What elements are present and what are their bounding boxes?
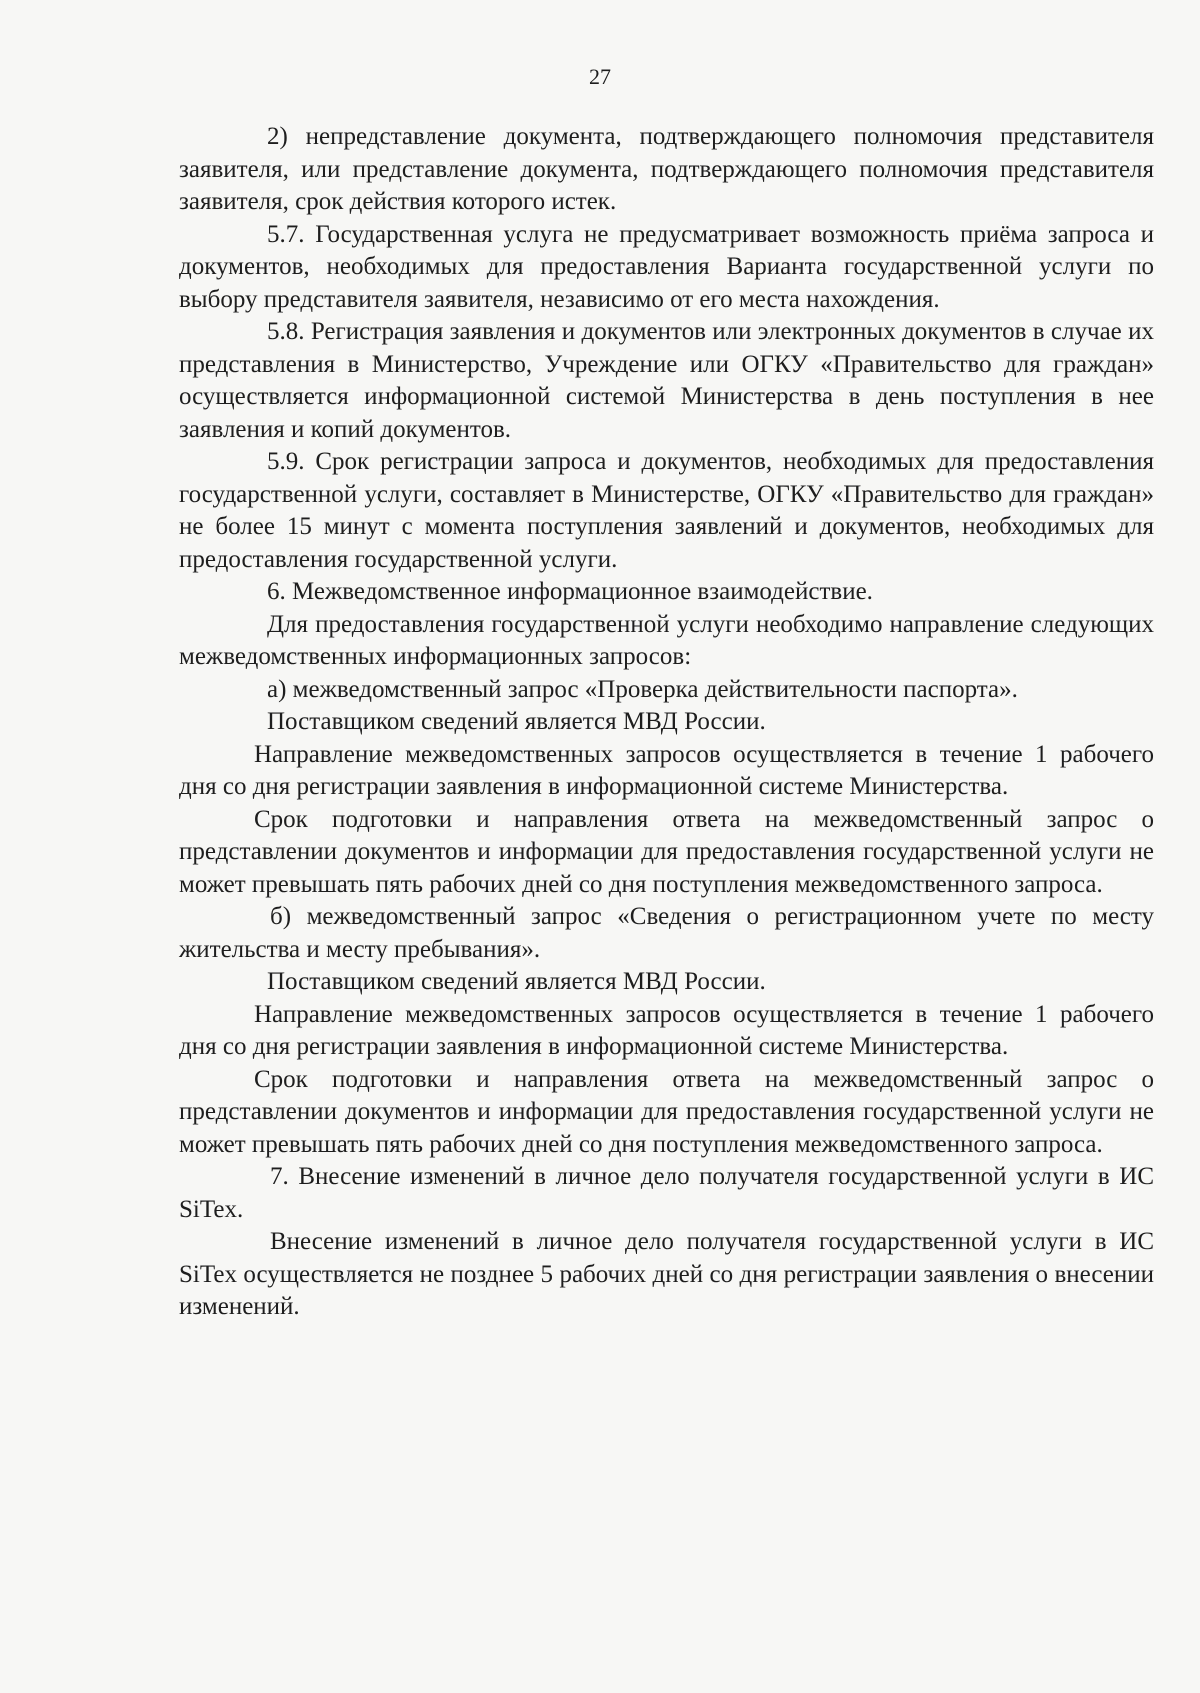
section-6-heading: 6. Межведомственное информационное взаимодействие. bbox=[267, 578, 873, 605]
document-body bbox=[179, 121, 1154, 1324]
paragraph-5-8: 5.8. Регистрация заявления и документов или электронных документов в случае их представления в Министерство, Учреждение или ОГКУ «Правительство для граждан» осуществляется информационной системой Министерства в день поступления в нее заявления и копий документов. bbox=[179, 318, 1154, 443]
paragraph-requests-intro: Для предоставления государственной услуги необходимо направление следующих межведомственных информационных запросов: bbox=[179, 610, 1154, 670]
page-number: 27 bbox=[589, 64, 611, 89]
paragraph-sending-a: Направление межведомственных запросов осуществляется в течение 1 рабочего дня со дня регистрации заявления в информационной системе Министерства. bbox=[179, 740, 1154, 800]
paragraph-item-2: 2) непредставление документа, подтверждающего полномочия представителя заявителя, или представление документа, подтверждающего полномочия представителя заявителя, срок действия которого истек. bbox=[179, 123, 1154, 215]
paragraph-section-7: Внесение изменений в личное дело получателя государственной услуги в ИС SiTex осуществляется не позднее 5 рабочих дней со дня регистрации заявления о внесении изменений. bbox=[179, 1228, 1154, 1320]
paragraph-provider-b: Поставщиком сведений является МВД России. bbox=[267, 968, 766, 995]
paragraph-5-9: 5.9. Срок регистрации запроса и документов, необходимых для предоставления государственной услуги, составляет в Министерстве, ОГКУ «Правительство для граждан» не более 15 минут с момента поступления заявлений и документов, необходимых для предоставления государственной услуги. bbox=[179, 448, 1154, 573]
paragraph-request-b: б) межведомственный запрос «Сведения о регистрационном учете по месту жительства и месту пребывания». bbox=[179, 903, 1154, 963]
paragraph-deadline-a: Срок подготовки и направления ответа на межведомственный запрос о представлении документов и информации для предоставления государственной услуги не может превышать пять рабочих дней со дня поступления межведомственного запроса. bbox=[179, 805, 1154, 898]
paragraph-5-7: 5.7. Государственная услуга не предусматривает возможность приёма запроса и документов, необходимых для предоставления Варианта государственной услуги по выбору представителя заявителя, независимо от его места нахождения. bbox=[179, 220, 1154, 313]
paragraph-sending-b: Направление межведомственных запросов осуществляется в течение 1 рабочего дня со дня регистрации заявления в информационной системе Министерства. bbox=[179, 1000, 1154, 1060]
paragraph-deadline-b: Срок подготовки и направления ответа на межведомственный запрос о представлении документов и информации для предоставления государственной услуги не может превышать пять рабочих дней со дня поступления межведомственного запроса. bbox=[179, 1065, 1154, 1158]
section-7-heading: 7. Внесение изменений в личное дело получателя государственной услуги в ИС SiTex. bbox=[179, 1163, 1154, 1223]
paragraph-request-a: а) межведомственный запрос «Проверка действительности паспорта». bbox=[267, 675, 1018, 703]
paragraph-provider-a: Поставщиком сведений является МВД России. bbox=[267, 708, 766, 735]
